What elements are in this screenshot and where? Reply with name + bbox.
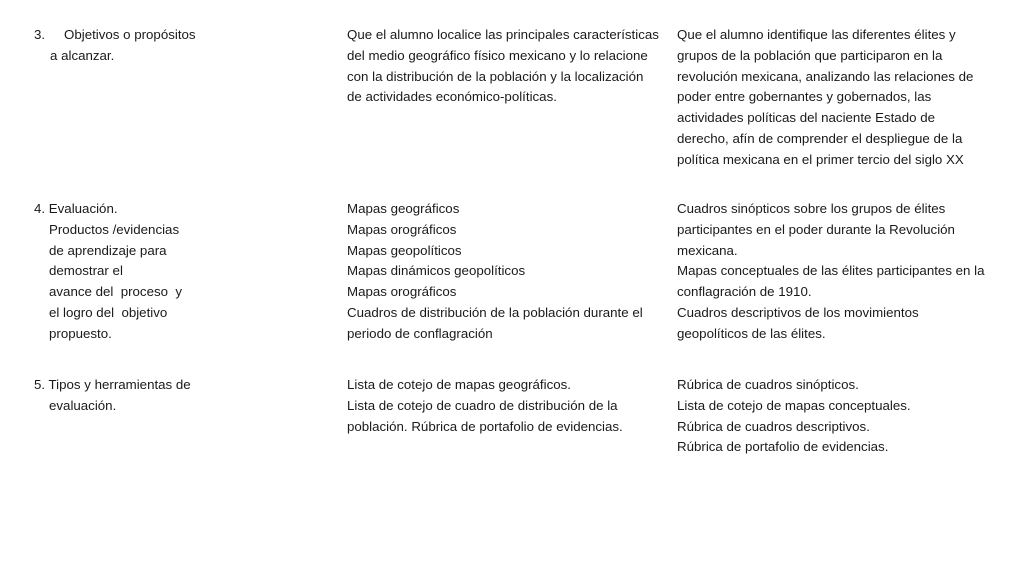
text-line: de actividades económico-políticas. xyxy=(347,89,557,105)
column-2-text xyxy=(347,375,667,437)
text-line: Mapas orográficos xyxy=(347,284,457,300)
text-line: Rúbrica de cuadros descriptivos. xyxy=(677,418,870,434)
row-title: 4. Evaluación. xyxy=(34,201,118,216)
text-line: derecho, afín de comprender el despliegue de la xyxy=(677,130,963,146)
text-line: revolución mexicana, analizando las relaciones de xyxy=(677,68,974,84)
text-line: con la distribución de la población y la localización xyxy=(347,68,644,84)
text-line: mexicana. xyxy=(677,242,738,258)
column-2-text xyxy=(347,25,667,108)
text-line: Mapas geopolíticos xyxy=(347,242,462,258)
text-line: Que el alumno identifique las diferentes élites y xyxy=(677,27,956,42)
text-line: política mexicana en el primer tercio del siglo XX xyxy=(677,151,964,167)
row-label-line: propuesto. xyxy=(49,325,112,341)
text-line: Mapas conceptuales de las élites participantes en la xyxy=(677,263,985,279)
text-line: Cuadros de distribución de la población durante el xyxy=(347,304,643,320)
text-line: periodo de conflagración xyxy=(347,325,493,341)
text-line: poder entre gobernantes y gobernados, las xyxy=(677,89,932,105)
text-line: geopolíticos de las élites. xyxy=(677,325,826,341)
row-label xyxy=(34,199,324,345)
text-line: Rúbrica de cuadros sinópticos. xyxy=(677,377,859,392)
column-2-text xyxy=(347,199,667,345)
text-line: Rúbrica de portafolio de evidencias. xyxy=(677,439,889,455)
column-3-text xyxy=(677,199,1007,345)
text-line: participantes en el poder durante la Revolución xyxy=(677,221,955,237)
row-label-line: Productos /evidencias xyxy=(49,221,180,237)
text-line: población. Rúbrica de portafolio de evidencias. xyxy=(347,418,623,434)
row-label xyxy=(34,25,324,67)
text-line: Mapas dinámicos geopolíticos xyxy=(347,263,526,279)
row-label xyxy=(34,375,324,417)
text-line: grupos de la población que participaron en la xyxy=(677,47,943,63)
row-label-line: demostrar el xyxy=(49,263,123,279)
text-line: del medio geográfico físico mexicano y lo relacione xyxy=(347,47,648,63)
row-title: 5. Tipos y herramientas de xyxy=(34,377,191,392)
row-label-title-line xyxy=(34,25,324,46)
text-line: Cuadros descriptivos de los movimientos xyxy=(677,304,919,320)
row-label-line: avance del proceso y xyxy=(49,284,183,300)
text-line: actividades políticas del naciente Estado de xyxy=(677,110,935,126)
row-label-line: a alcanzar. xyxy=(50,47,115,63)
text-line: Que el alumno localice las principales características xyxy=(347,27,659,42)
text-line: Lista de cotejo de mapas conceptuales. xyxy=(677,397,911,413)
row-number: 3. xyxy=(34,27,46,42)
row-label-line: el logro del objetivo xyxy=(49,304,168,320)
row-label-line: evaluación. xyxy=(49,397,117,413)
column-3-text xyxy=(677,375,1007,458)
text-line: Lista de cotejo de cuadro de distribución de la xyxy=(347,397,618,413)
text-line: Cuadros sinópticos sobre los grupos de élites xyxy=(677,201,946,216)
column-3-text xyxy=(677,25,1007,171)
row-title: Objetivos o propósitos xyxy=(64,27,196,42)
text-line: conflagración de 1910. xyxy=(677,284,812,300)
text-line: Lista de cotejo de mapas geográficos. xyxy=(347,377,571,392)
row-label-line: de aprendizaje para xyxy=(49,242,167,258)
text-line: Mapas orográficos xyxy=(347,221,457,237)
text-line: Mapas geográficos xyxy=(347,201,460,216)
